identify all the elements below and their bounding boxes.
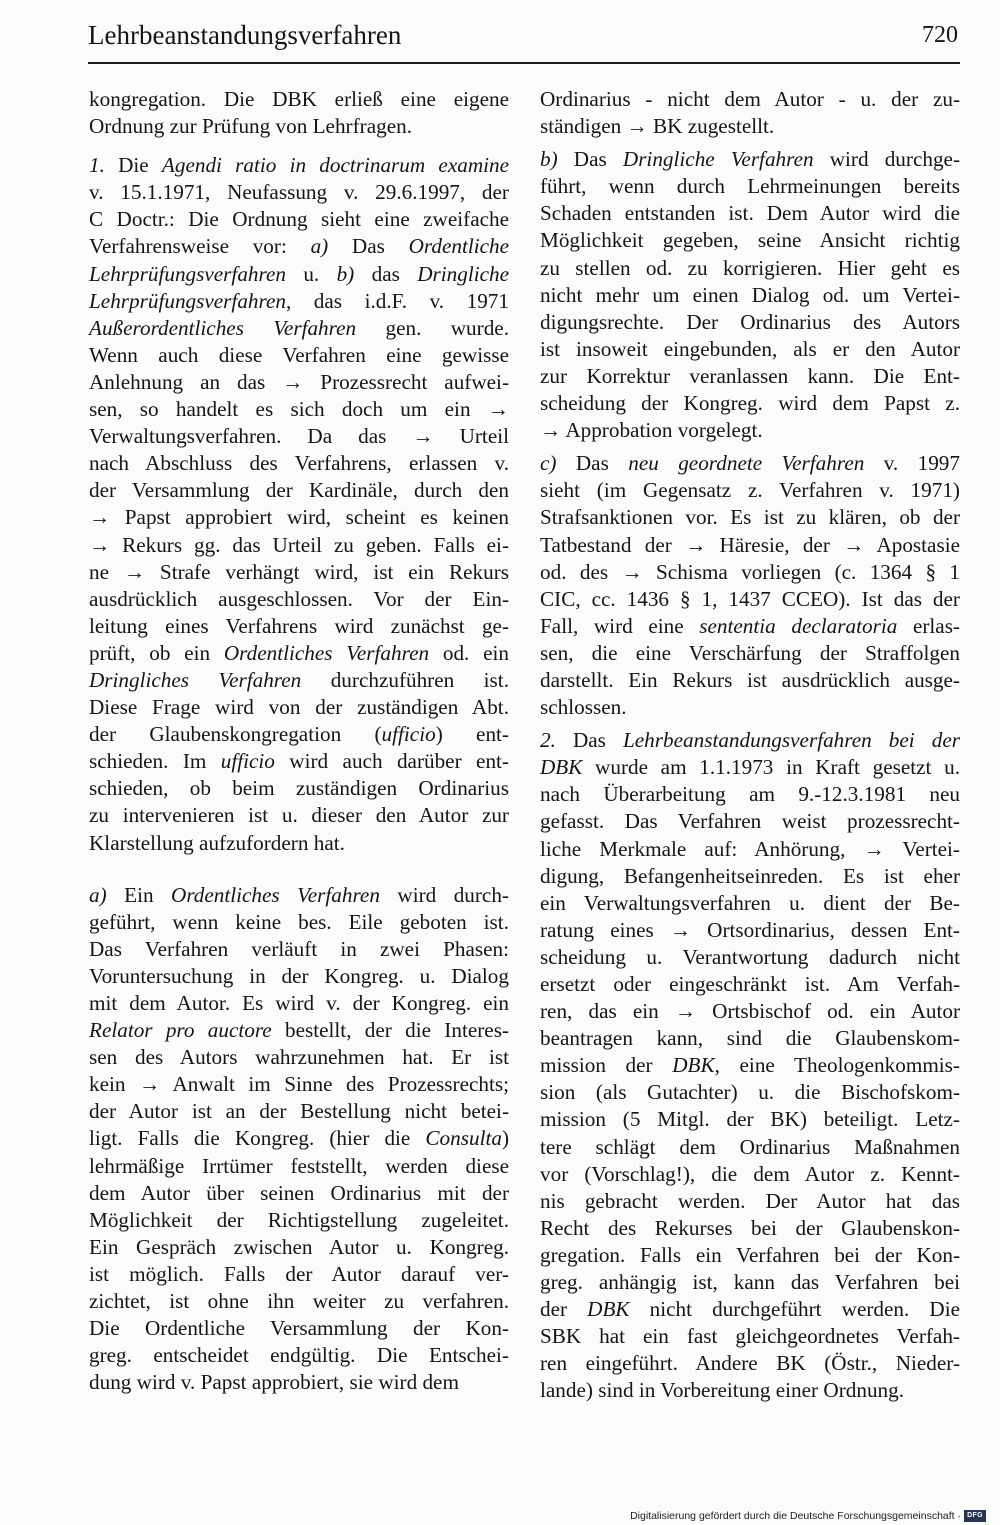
text-line: 2. Das Lehrbeanstandungsverfahren bei der — [540, 728, 960, 753]
text-line: mit dem Autor. Es wird v. der Kongreg. ein — [89, 991, 509, 1015]
text-line: kein → Anwalt im Sinne des Prozessrechts; — [89, 1072, 509, 1097]
text-line: → Approbation vorgelegt. — [540, 418, 763, 443]
text-line: schlossen. — [540, 695, 627, 720]
text-line: Dringliches Verfahren durchzuführen ist. — [89, 667, 509, 692]
text-line: Fall, wird eine sententia declaratoria erlas- — [540, 613, 960, 638]
text-line: nach Abschluss des Verfahrens, erlassen v. — [89, 451, 509, 476]
text-line: darstellt. Ein Rekurs ist ausdrücklich ausge- — [540, 667, 960, 692]
text-line: mission der DBK, eine Theologenkommis- — [540, 1053, 960, 1078]
text-line: Ein Gespräch zwischen Autor u. Kongreg. — [89, 1234, 509, 1259]
text-line: ständigen → BK zugestellt. — [540, 114, 775, 139]
text-line: gefasst. Das Verfahren weist prozessrecht- — [540, 809, 960, 834]
text-line: Lehrprüfungsverfahren, das i.d.F. v. 1971 — [89, 288, 509, 313]
text-line: → Rekurs gg. das Urteil zu geben. Falls ei- — [89, 532, 509, 557]
text-line: Ordinarius - nicht dem Autor - u. der zu- — [540, 87, 960, 111]
text-line: digung, Befangenheitseinreden. Es ist eher — [540, 863, 960, 888]
text-line: a) Ein Ordentliches Verfahren wird durch- — [89, 882, 509, 907]
text-line: leitung eines Verfahrens wird zunächst ge- — [89, 613, 509, 638]
text-line: ren eingeführt. Andere BK (Östr., Nieder- — [540, 1351, 960, 1376]
page-number: 720 — [922, 22, 958, 48]
left-column — [89, 86, 509, 1396]
text-line: greg. entscheidet endgültig. Die Entschei- — [89, 1343, 509, 1368]
text-line: schieden, ob beim zuständigen Ordinarius — [89, 776, 509, 801]
text-line: 1. Die Agendi ratio in doctrinarum examine — [89, 153, 510, 178]
text-line: ausdrücklich ausgeschlossen. Vor der Ein- — [89, 586, 509, 611]
text-line: ne → Strafe verhängt wird, ist ein Rekurs — [89, 559, 509, 584]
text-line: Strafsanktionen vor. Es ist zu klären, ob der — [540, 505, 960, 530]
text-line: Anlehnung an das → Prozessrecht aufwei- — [89, 369, 509, 394]
text-line: zu intervenieren ist u. dieser den Autor zur — [89, 803, 509, 828]
text-line: → Papst approbiert wird, scheint es keinen — [89, 505, 509, 530]
text-line: ist möglich. Falls der Autor darauf ver- — [89, 1261, 509, 1286]
footer-credit — [630, 1510, 986, 1522]
text-line: CIC, cc. 1436 § 1, 1437 CCEO). Ist das der — [540, 586, 960, 611]
text-line: sion (als Gutachter) u. die Bischofskom- — [540, 1080, 960, 1105]
text-line: vor (Vorschlag!), die dem Autor z. Kennt- — [540, 1161, 960, 1186]
text-line: b) Das Dringliche Verfahren wird durchge- — [540, 147, 960, 172]
text-line: zichtet, ist ohne ihn weiter zu verfahren. — [89, 1289, 509, 1314]
text-line: v. 15.1.1971, Neufassung v. 29.6.1997, der — [89, 180, 509, 205]
paragraph — [540, 727, 960, 1404]
text-line: Recht des Rekurses bei der Glaubenskon- — [540, 1215, 960, 1240]
text-line: Diese Frage wird von der zuständigen Abt. — [89, 695, 509, 720]
text-line: geführt, wenn keine bes. Eile geboten ist. — [89, 909, 509, 934]
text-line: digungsrechte. Der Ordinarius des Autors — [540, 309, 960, 334]
text-line: sieht (im Gegensatz z. Verfahren v. 1971) — [540, 478, 960, 503]
text-line: Tatbestand der → Häresie, der → Apostasie — [540, 532, 960, 557]
paragraph — [540, 146, 960, 444]
paragraph — [89, 152, 509, 856]
text-line: tere schlägt dem Ordinarius Maßnahmen — [540, 1134, 960, 1159]
text-line: od. des → Schisma vorliegen (c. 1364 § 1 — [540, 559, 960, 584]
text-line: ist insoweit eingebunden, als er den Autor — [540, 336, 960, 361]
text-line: zur Korrektur veranlassen kann. Die Ent- — [540, 363, 960, 388]
text-line: sen, so handelt es sich doch um ein → — [89, 397, 509, 422]
text-line: schieden. Im ufficio wird auch darüber ent- — [89, 749, 509, 774]
text-line: Schaden entstanden ist. Dem Autor wird die — [540, 201, 960, 226]
running-header — [88, 20, 958, 60]
text-line: greg. anhängig ist, kann das Verfahren bei — [540, 1270, 960, 1295]
paragraph — [540, 86, 960, 140]
text-line: der Versammlung der Kardinäle, durch den — [89, 478, 509, 503]
text-line: nis gebracht werden. Der Autor hat das — [540, 1188, 960, 1213]
text-line: dung wird v. Papst approbiert, sie wird dem — [89, 1370, 459, 1395]
text-line: nach Überarbeitung am 9.-12.3.1981 neu — [540, 782, 960, 807]
text-line: liche Merkmale auf: Anhörung, → Vertei- — [540, 836, 960, 861]
right-column — [540, 86, 960, 1405]
text-line: Außerordentliches Verfahren gen. wurde. — [89, 315, 510, 340]
text-line: Verfahrensweise vor: a) Das Ordentliche — [89, 234, 510, 259]
text-line: Möglichkeit der Richtigstellung zugeleitet. — [89, 1207, 509, 1232]
text-line: prüft, ob ein Ordentliches Verfahren od. ein — [89, 640, 509, 665]
text-line: scheidung u. Verantwortung dadurch nicht — [540, 944, 960, 969]
text-line: Die Ordentliche Versammlung der Kon- — [89, 1316, 509, 1341]
text-line: der Autor ist an der Bestellung nicht betei- — [89, 1099, 509, 1124]
dfg-logo-icon: DFG — [964, 1510, 986, 1522]
text-line: scheidung der Kongreg. wird dem Papst z. — [540, 391, 960, 416]
text-line: ren, das ein → Ortsbischof od. ein Autor — [540, 999, 960, 1024]
text-line: SBK hat ein fast gleichgeordnetes Verfah- — [540, 1324, 960, 1349]
text-line: sen des Autors wahrzunehmen hat. Er ist — [89, 1045, 509, 1070]
header-rule — [88, 62, 960, 64]
footer-credit-text: Digitalisierung gefördert durch die Deutsche Forschungsgemeinschaft · — [630, 1510, 961, 1522]
paragraph — [540, 450, 960, 721]
header-title: Lehrbeanstandungsverfahren — [88, 20, 402, 50]
text-line: ratung eines → Ortsordinarius, dessen Ent- — [540, 917, 960, 942]
text-line: ersetzt oder eingeschränkt ist. Am Verfah- — [540, 972, 960, 996]
text-line: kongregation. Die DBK erließ eine eigene — [89, 87, 509, 111]
text-line: zu stellen od. zu korrigieren. Hier geht es — [540, 255, 960, 280]
text-line: lehrmäßige Irrtümer feststellt, werden diese — [89, 1153, 509, 1178]
text-line: Klarstellung aufzufordern hat. — [89, 830, 345, 855]
text-line: Möglichkeit gegeben, seine Ansicht richtig — [540, 228, 960, 253]
text-line: Verwaltungsverfahren. Da das → Urteil — [89, 424, 509, 449]
text-line: sen, die eine Verschärfung der Straffolgen — [540, 640, 960, 665]
text-line: gregation. Falls ein Verfahren bei der Kon- — [540, 1242, 960, 1267]
text-line: dem Autor über seinen Ordinarius mit der — [89, 1180, 509, 1205]
text-line: Relator pro auctore bestellt, der die Interes- — [89, 1018, 509, 1043]
text-line: Lehrprüfungsverfahren u. b) das Dringliche — [89, 261, 509, 286]
text-line: Ordnung zur Prüfung von Lehrfragen. — [89, 114, 413, 139]
text-line: C Doctr.: Die Ordnung sieht eine zweifache — [89, 207, 509, 232]
text-line: beantragen kann, sind die Glaubenskom- — [540, 1026, 960, 1051]
text-line: ein Verwaltungsverfahren u. dient der Be- — [540, 890, 960, 915]
text-line: führt, wenn durch Lehrmeinungen bereits — [540, 174, 960, 199]
paragraph — [89, 882, 509, 1397]
text-line: der DBK nicht durchgeführt werden. Die — [540, 1297, 961, 1322]
text-line: nicht mehr um einen Dialog od. um Vertei- — [540, 282, 960, 307]
text-line: lande) sind in Vorbereitung einer Ordnung. — [540, 1378, 905, 1403]
text-line: c) Das neu geordnete Verfahren v. 1997 — [540, 451, 960, 476]
text-line: mission (5 Mitgl. der BK) beteiligt. Letz- — [540, 1107, 960, 1132]
text-line: DBK wurde am 1.1.1973 in Kraft gesetzt u. — [540, 755, 960, 780]
text-line: Wenn auch diese Verfahren eine gewisse — [89, 342, 509, 367]
text-line: ligt. Falls die Kongreg. (hier die Consulta) — [89, 1126, 509, 1151]
text-line: der Glaubenskongregation (ufficio) ent- — [89, 722, 509, 747]
text-line: Das Verfahren verläuft in zwei Phasen: — [89, 936, 509, 961]
text-line: Voruntersuchung in der Kongreg. u. Dialog — [89, 963, 509, 988]
paragraph — [89, 86, 509, 140]
